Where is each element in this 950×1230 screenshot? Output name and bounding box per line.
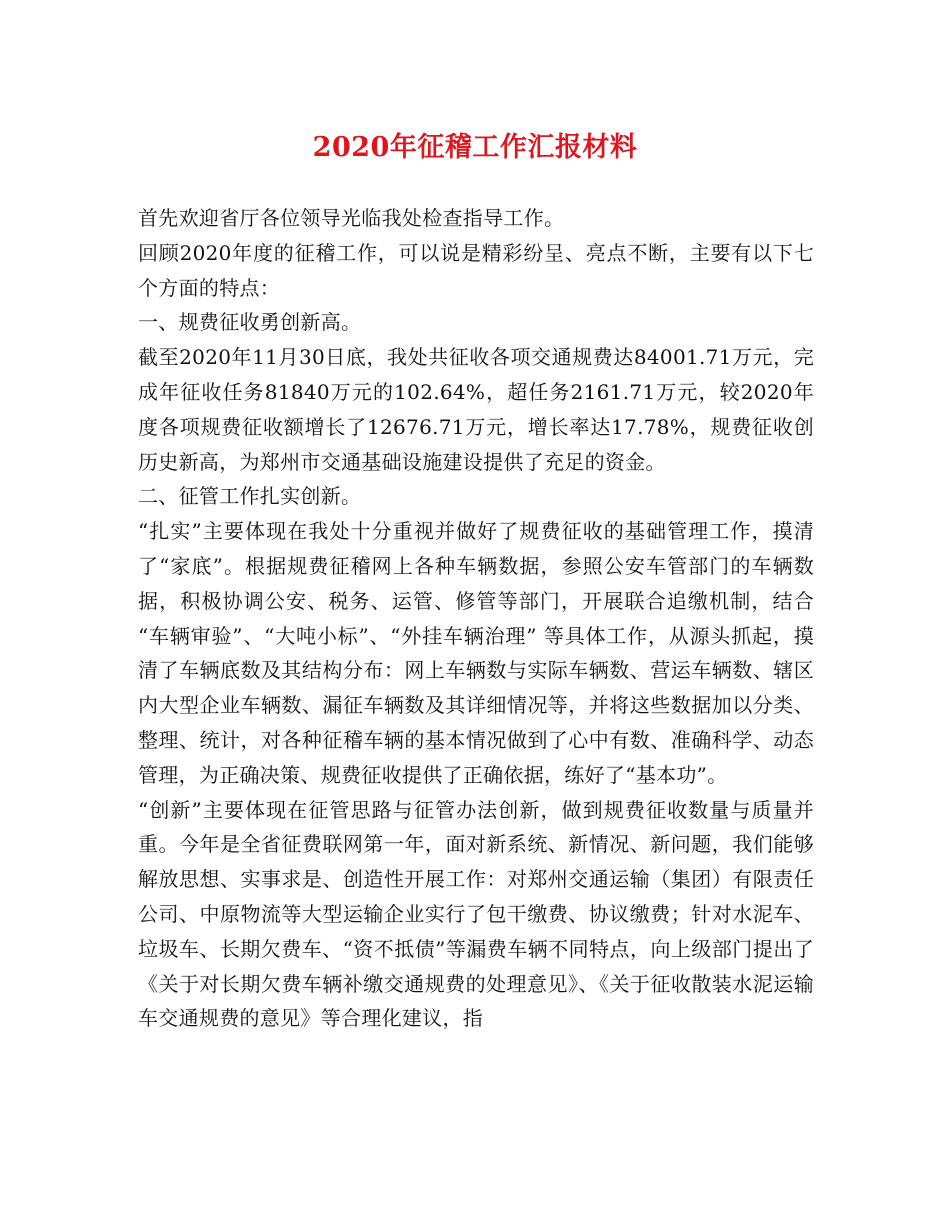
section-heading-2: 二、征管工作扎实创新。 [138,484,362,509]
paragraph-innovation: “创新”主要体现在征管思路与征管办法创新，做到规费征收数量与质量并重。今年是全省征费联网第一年，面对新系统、新情况、新问题，我们能够解放思想、实事求是、创造性开展工作：对郑州交通运输（集团）有限责任公司、中原物流等大型运输企业实行了包干缴费、协议缴费；针对水泥车、垃圾车、长期欠费车、“资不抵债”等漏费车辆不同特点，向上级部门提出了《关于对长期欠费车辆补缴交通规费的处理意见》、《关于征收散装水泥运输车交通规费的意见》等合理化建议，指 [138,797,814,1031]
paragraph-solid-work: “扎实”主要体现在我处十分重视并做好了规费征收的基础管理工作，摸清了“家底”。根据规费征稽网上各种车辆数据，参照公安车管部门的车辆数据，积极协调公安、税务、运管、修管等部门，开展联合追缴机制，结合 “车辆审验”、“大吨小标”、“外挂车辆治理” 等具体工作，从源头抓起，摸清了车辆底数及其结构分布：网上车辆数与实际车辆数、营运车辆数、辖区内大型企业车辆数、漏征车辆数及其详细情况等，并将这些数据加以分类、整理、统计，对各种征稽车辆的基本情况做到了心中有数、准确科学、动态管理，为正确决策、规费征收提供了正确依据，练好了“基本功”。 [138,519,814,787]
paragraph-review: 回顾2020年度的征稽工作，可以说是精彩纷呈、亮点不断，主要有以下七个方面的特点： [138,240,814,300]
document-title: 2020年征稽工作汇报材料 [312,132,638,163]
section-heading-1: 一、规费征收勇创新高。 [138,310,362,335]
paragraph-collection-stats: 截至2020年11月30日底，我处共征收各项交通规费达84001.71万元，完成年征收任务81840万元的102.64%，超任务2161.71万元，较2020年度各项规费征收额增长了12676.71万元，增长率达17.78%，规费征收创历史新高，为郑州市交通基础设施建设提供了充足的资金。 [138,345,814,474]
paragraph-welcome: 首先欢迎省厅各位领导光临我处检查指导工作。 [138,206,565,230]
document-body [138,201,814,1036]
